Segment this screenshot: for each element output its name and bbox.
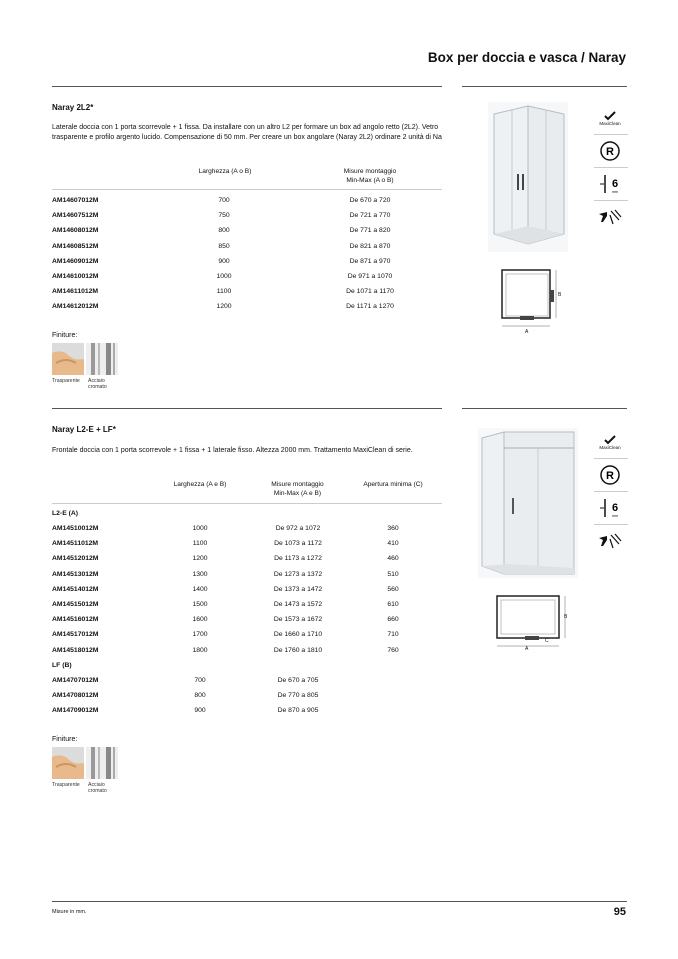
- table-row: [52, 601, 442, 616]
- table-row: [52, 677, 442, 692]
- cell-code: AM14608012M: [52, 227, 99, 235]
- cell-code: AM14518012M: [52, 646, 99, 654]
- footer-note: Misure in mm.: [52, 909, 87, 915]
- product-photo: [478, 428, 578, 583]
- cell-width: 1800: [192, 646, 208, 654]
- column-header-width: Larghezza (A e B): [173, 481, 227, 488]
- cell-code: AM14514012M: [52, 585, 99, 593]
- cell-opening: 760: [387, 646, 399, 654]
- cell-width: 1300: [192, 570, 208, 578]
- finishes-label: Finiture:: [52, 332, 78, 339]
- cell-width: 750: [218, 212, 230, 220]
- column-header-mount: Misure montaggio Min-Max (A e B): [271, 481, 324, 497]
- cell-mount: De 1073 a 1172: [274, 540, 322, 548]
- cell-width: 800: [194, 692, 206, 700]
- cell-code: AM14510012M: [52, 525, 99, 532]
- table-row: [52, 197, 442, 212]
- svg-text:R: R: [606, 470, 614, 482]
- divider: [462, 86, 627, 87]
- cell-code: AM14608512M: [52, 242, 99, 250]
- cell-code: AM14708012M: [52, 692, 99, 700]
- cell-opening: 710: [387, 631, 399, 639]
- section-description: Frontale doccia con 1 porta scorrevole + 1 fissa + 1 laterale fisso. Altezza 2000 mm. Trattamento MaxiClean di serie.: [52, 447, 413, 454]
- cell-opening: 560: [387, 585, 399, 593]
- cell-opening: 510: [387, 570, 399, 578]
- cell-code: AM14611012M: [52, 288, 99, 296]
- feature-icons: [594, 102, 628, 233]
- cell-mount: De 870 a 905: [277, 707, 319, 715]
- table-row: [52, 647, 442, 662]
- group-label: LF (B): [52, 662, 72, 669]
- cell-opening: 460: [387, 555, 399, 563]
- cell-mount: De 1473 a 1572: [273, 601, 323, 608]
- cell-width: 700: [218, 197, 230, 204]
- technical-drawing: [495, 594, 575, 659]
- cell-code: AM14707012M: [52, 677, 99, 684]
- section-description: Laterale doccia con 1 porta scorrevole + 1 fissa. Da installare con un altro L2 per formare un box ad angolo retto (2L2). Vetro trasparente e profilo argento lucido. Compensazione di 50 mm. Per creare un box angolare (Naray 2L2) ordinare 2 unità di Na: [52, 124, 442, 141]
- cell-mount: De 971 a 1070: [347, 273, 393, 280]
- cell-opening: 660: [387, 616, 399, 624]
- column-header-opening: Apertura minima (C): [363, 481, 423, 488]
- technical-drawing: [500, 268, 570, 348]
- page-title: Box per doccia e vasca / Naray: [427, 50, 626, 65]
- cell-mount: De 1760 a 1810: [273, 646, 323, 654]
- cell-mount: De 1373 a 1472: [273, 585, 323, 593]
- cell-width: 1000: [192, 525, 208, 532]
- cell-opening: 410: [387, 540, 399, 548]
- cell-width: 1100: [192, 540, 208, 548]
- cell-mount: De 721 a 770: [349, 212, 391, 220]
- cell-code: AM14607512M: [52, 212, 99, 220]
- cell-mount: De 670 a 705: [277, 677, 319, 684]
- table-divider: [52, 503, 442, 504]
- dimension-label-c: C: [545, 638, 549, 644]
- cell-opening: 610: [387, 601, 399, 608]
- reversible-icon: [594, 459, 626, 491]
- dimension-label-a: A: [525, 329, 529, 335]
- glass-thickness-icon: [594, 492, 626, 524]
- cell-mount: De 871 a 970: [349, 257, 391, 265]
- table-row: [52, 707, 442, 722]
- cell-mount: De 1071 a 1170: [346, 288, 394, 296]
- cell-width: 1200: [192, 555, 208, 563]
- cell-width: 900: [194, 707, 206, 715]
- cell-code: AM14516012M: [52, 616, 99, 624]
- cell-mount: De 972 a 1072: [275, 525, 321, 532]
- cell-mount: De 1573 a 1672: [273, 616, 323, 624]
- cell-mount: De 1660 a 1710: [273, 631, 323, 639]
- finish-swatch-transparent: [52, 343, 84, 380]
- glass-thickness-icon: [594, 168, 626, 200]
- product-photo: [488, 102, 568, 257]
- cell-mount: De 770 a 805: [277, 692, 319, 700]
- cell-code: AM14610012M: [52, 273, 99, 280]
- section-title: Naray 2L2*: [52, 103, 94, 112]
- cell-width: 1200: [216, 303, 232, 311]
- easy-clean-icon: [594, 201, 626, 233]
- finishes-label: Finiture:: [52, 736, 78, 743]
- cell-width: 1500: [192, 601, 208, 608]
- divider: [52, 408, 442, 409]
- table-row: [52, 525, 442, 540]
- svg-text:6: 6: [611, 178, 619, 190]
- table-row: [52, 586, 442, 601]
- column-header-width: Larghezza (A o B): [198, 168, 252, 175]
- table-row: [52, 540, 442, 555]
- table-row: [52, 243, 442, 258]
- cell-code: AM14607012M: [52, 197, 99, 204]
- cell-opening: 360: [387, 525, 399, 532]
- cell-mount: De 771 a 820: [349, 227, 391, 235]
- svg-text:mm: mm: [612, 514, 618, 518]
- table-row: [52, 258, 442, 273]
- cell-code: AM14515012M: [52, 601, 99, 608]
- finish-label: Trasparente: [52, 378, 80, 384]
- cell-code: AM14709012M: [52, 707, 99, 715]
- cell-width: 1100: [216, 288, 232, 296]
- cell-mount: De 1173 a 1272: [274, 555, 322, 563]
- dimension-label-b: B: [558, 292, 562, 298]
- cell-code: AM14511012M: [52, 540, 99, 548]
- cell-code: AM14517012M: [52, 631, 99, 639]
- cell-mount: De 1171 a 1270: [346, 303, 394, 311]
- finish-label: Acciaio cromato: [88, 782, 107, 794]
- table-row: [52, 303, 442, 318]
- cell-width: 700: [194, 677, 206, 684]
- column-header-mount: Misure montaggio Min-Max (A o B): [343, 168, 397, 184]
- section-title: Naray L2-E + LF*: [52, 425, 116, 434]
- group-label: L2-E (A): [52, 510, 79, 517]
- finish-swatch-chrome: [86, 343, 118, 380]
- cell-width: 1000: [216, 273, 232, 280]
- table-row: [52, 212, 442, 227]
- table-divider: [52, 189, 442, 190]
- table-row: [52, 288, 442, 303]
- cell-code: AM14609012M: [52, 257, 99, 265]
- finish-swatch-transparent: [52, 747, 84, 784]
- dimension-label-b: B: [564, 614, 568, 620]
- maxiclean-icon: MaxiClean: [594, 426, 626, 458]
- cell-code: AM14513012M: [52, 570, 99, 578]
- table-row: [52, 555, 442, 570]
- dimension-label-a: A: [525, 646, 529, 652]
- table-row: [52, 692, 442, 707]
- svg-text:R: R: [606, 146, 614, 158]
- table-row: [52, 616, 442, 631]
- cell-mount: De 670 a 720: [349, 197, 391, 204]
- table-row: [52, 631, 442, 646]
- reversible-icon: [594, 135, 626, 167]
- cell-code: AM14612012M: [52, 303, 99, 311]
- easy-clean-icon: [594, 525, 626, 557]
- finish-label: Trasparente: [52, 782, 80, 788]
- svg-text:6: 6: [611, 502, 619, 514]
- svg-text:mm: mm: [612, 190, 618, 194]
- page-number: 95: [613, 906, 626, 918]
- table-row: [52, 571, 442, 586]
- cell-mount: De 1273 a 1372: [273, 570, 323, 578]
- cell-width: 1600: [192, 616, 208, 624]
- cell-mount: De 821 a 870: [349, 242, 391, 250]
- cell-width: 800: [218, 227, 230, 235]
- divider: [462, 408, 627, 409]
- divider: [52, 86, 442, 87]
- finish-label: Acciaio cromato: [88, 378, 107, 390]
- maxiclean-icon: MaxiClean: [594, 102, 626, 134]
- cell-width: 900: [218, 257, 230, 265]
- table-row: [52, 273, 442, 288]
- finish-swatch-chrome: [86, 747, 118, 784]
- table-row: [52, 227, 442, 242]
- cell-width: 850: [218, 242, 230, 250]
- cell-width: 1700: [192, 631, 208, 639]
- feature-icons: [594, 426, 628, 557]
- divider: [52, 901, 627, 902]
- cell-width: 1400: [192, 585, 208, 593]
- cell-code: AM14512012M: [52, 555, 99, 563]
